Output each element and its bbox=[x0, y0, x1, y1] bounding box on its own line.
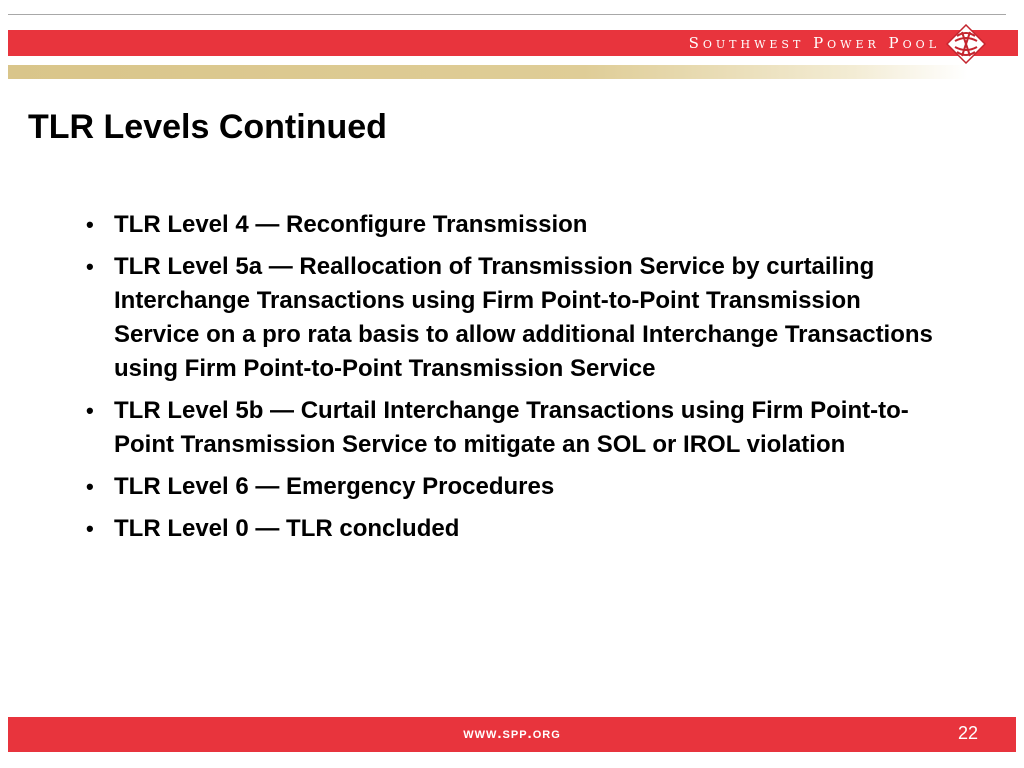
bullet-text: TLR Level 4 — Reconfigure Transmission bbox=[114, 211, 588, 238]
top-divider bbox=[8, 14, 1006, 15]
bullet-list bbox=[86, 208, 946, 554]
page-number: 22 bbox=[957, 723, 978, 743]
slide-title: TLR Levels Continued bbox=[28, 108, 387, 146]
bullet-dot-icon: • bbox=[86, 398, 94, 423]
bullet-text: TLR Level 5a — Reallocation of Transmission Service by curtailing Interchange Transactions using Firm Point-to-Point Transmission Service on a pro rata basis to allow additional Interchange Transactions using Firm Point-to-Point Transmission Service bbox=[114, 253, 933, 382]
footer-url: www.spp.org bbox=[463, 725, 561, 742]
bullet-dot-icon: • bbox=[86, 254, 94, 279]
bullet-dot-icon: • bbox=[86, 474, 94, 499]
bullet-item bbox=[86, 394, 946, 462]
bullet-dot-icon: • bbox=[86, 516, 94, 541]
bullet-text: TLR Level 6 — Emergency Procedures bbox=[114, 473, 555, 500]
bullet-dot-icon: • bbox=[86, 212, 94, 237]
spp-diamond-logo-icon bbox=[946, 24, 986, 64]
bullet-item bbox=[86, 512, 946, 546]
bullet-text: TLR Level 5b — Curtail Interchange Transactions using Firm Point-to-Point Transmission Service to mitigate an SOL or IROL violation bbox=[114, 397, 909, 458]
bullet-item bbox=[86, 208, 946, 242]
brand-name: Southwest Power Pool bbox=[688, 34, 940, 52]
bullet-item bbox=[86, 250, 946, 386]
header-gold-band bbox=[8, 65, 968, 79]
bullet-text: TLR Level 0 — TLR concluded bbox=[114, 515, 460, 542]
bullet-item bbox=[86, 470, 946, 504]
